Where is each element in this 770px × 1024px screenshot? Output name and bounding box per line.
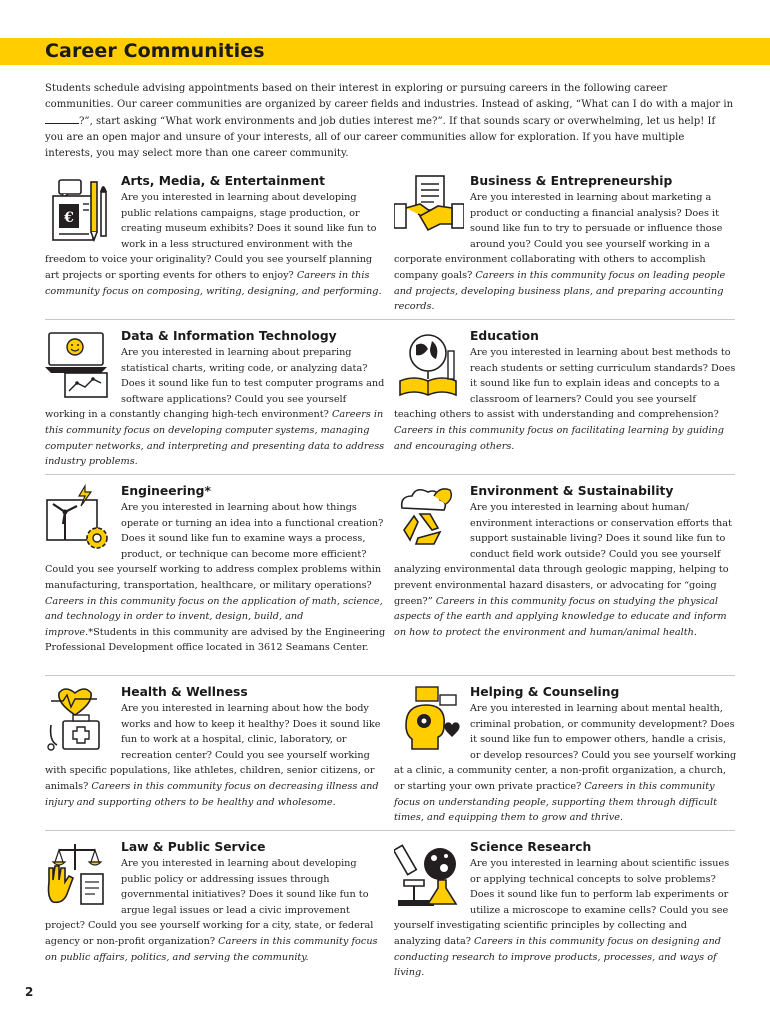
card-title: Engineering* — [121, 484, 211, 498]
intro-text-end: ?”, start asking “What work environments and job duties interest me?”. If that sounds scary or overwhelming, let us help! If you are an open major and unsure of your interests, all of our career communities allow for exploration. If you have multiple interests, you may select more than one career community. — [45, 116, 716, 159]
card-text: Are you interested in learning about how things operate or turning an idea into a functional creation? Does it sound like fun to examine ways a process, product, or technique can become more efficient? Could you see yourself working to address complex problems within manufacturing, transportation, healthcare, or military operations? Careers in this community focus on the application of math, science, and technology in order to invent, design, build, and improve.*Students in this community are advised by the Engineering Professional Development office located in 3612 Seamans Center. — [45, 502, 386, 654]
page-title: Career Communities — [45, 40, 265, 62]
card-title: Business & Entrepreneurship — [470, 174, 673, 188]
card-text: Are you interested in learning about developing public policy or addressing issues through governmental initiatives? Does it sound like fun to argue legal issues or lead a civic improvement project? Could you see yourself working for a city, state, or federal agency or non-profit organization? Careers in this community focus on public affairs, politics, and serving the community. — [45, 858, 378, 963]
card-text: Are you interested in learning about mental health, criminal probation, or community development? Does it sound like fun to empower others, handle a crisis, or develop resources? Could you see yourself working at a clinic, a community center, a non-profit organization, a church, or starting your own private practice? Careers in this community focus on understanding people, supporting them through difficult times, and equipping them to grow and thrive. — [394, 703, 737, 824]
intro-text-start: Students schedule advising appointments based on their interest in exploring or pursuing careers in the following career communities. Our career communities are organized by career fields and industries. Instead of asking, “What can I do with a major in — [45, 83, 734, 110]
card-text: Are you interested in learning about marketing a product or conducting a financial analysis? Does it sound like fun to try to persuade or influence those around you? Could you see yourself working in a corporate environment collaborating with others to accomplish company goals? Careers in this community focus on leading people and projects, developing business plans, and preparing accounting records. — [394, 192, 726, 313]
card-title: Environment & Sustainability — [470, 484, 674, 498]
card-text: Are you interested in learning about scientific issues or applying technical concepts to solve problems? Does it sound like fun to perform lab experiments or utilize a microscope to examine cells? Could you see yourself investigating scientific principles by collecting and analyzing data? Careers in this community focus on designing and conducting research to improve products, processes, and ways of living. — [394, 858, 730, 979]
card-title: Data & Information Technology — [121, 329, 337, 343]
card-title: Helping & Counseling — [470, 685, 620, 699]
card-title: Law & Public Service — [121, 840, 266, 854]
card-title: Health & Wellness — [121, 685, 248, 699]
card-text: Are you interested in learning about preparing statistical charts, writing code, or analyzing data? Does it sound like fun to test computer programs and software applications? Could you see yourself working in a constantly changing high-tech environment? Careers in this community focus on developing computer systems, managing computer networks, and interpreting and presenting data to address industry problems. — [45, 347, 385, 468]
intro-paragraph — [45, 81, 735, 162]
blank-line — [45, 113, 79, 124]
svg-text:€: € — [64, 210, 74, 226]
title-banner — [0, 38, 770, 65]
card-title: Education — [470, 329, 539, 343]
row-divider — [45, 474, 735, 475]
row-divider — [45, 319, 735, 320]
card-text: Are you interested in learning about best methods to reach students or setting curriculum standards? Does it sound like fun to explain ideas and concepts to a classroom of learners? Could you see yourself teaching others to assist with understanding and comprehension? Careers in this community focus on facilitating learning by guiding and encouraging others. — [394, 347, 736, 452]
card-text: Are you interested in learning about human/ environment interactions or conservation efforts that support sustainable living? Does it sound like fun to conduct field work outside? Could you see yourself analyzing environmental data through geologic mapping, helping to prevent environmental hazard disasters, or advocating for “going green?” Careers in this community focus on studying the physical aspects of the earth and applying knowledge to educate and inform on how to protect the environment and human/animal health. — [394, 502, 732, 638]
card-text: Are you interested in learning about developing public relations campaigns, stage production, or creating museum exhibits? Does it sound like fun to work in a less structured environment with the freedom to voice your originality? Could you see yourself planning art projects or sporting events for others to enjoy? Careers in this community focus on composing, writing, designing, and performing. — [45, 192, 382, 297]
row-divider — [45, 830, 735, 831]
card-text: Are you interested in learning about how the body works and how to keep it healthy? Does it sound like fun to work at a hospital, clinic, laboratory, or recreation center? Could you see yourself working with specific populations, like athletes, children, senior citizens, or animals? Careers in this community focus on decreasing illness and injury and supporting others to be healthy and wholesome. — [45, 703, 381, 808]
card-title: Arts, Media, & Entertainment — [121, 174, 325, 188]
page-number: 2 — [25, 985, 34, 999]
card-title: Science Research — [470, 840, 592, 854]
row-divider — [45, 675, 735, 676]
